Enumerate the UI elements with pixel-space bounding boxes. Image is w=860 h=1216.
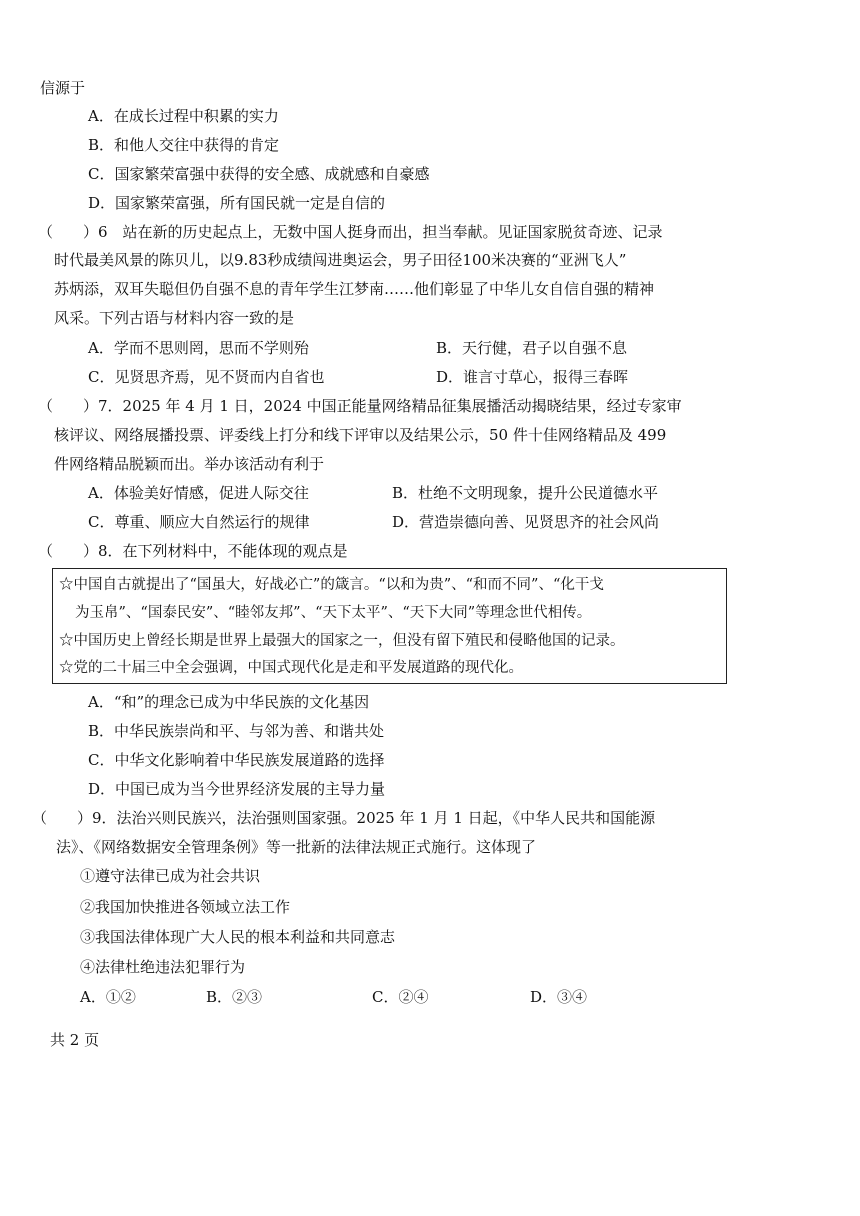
q6-option-a: A．学而不思则罔，思而不学则殆 xyxy=(88,339,309,357)
q6-line-2: 时代最美风景的陈贝儿，以9.83秒成绩闯进奥运会，男子田径100米决赛的“亚洲飞人” xyxy=(54,251,627,269)
q8-stem: （ ）8．在下列材料中，不能体现的观点是 xyxy=(38,542,348,560)
q8-option-b: B．中华民族崇尚和平、与邻为善、和谐共处 xyxy=(88,722,385,740)
q8-material-line-3: ☆中国历史上曾经长期是世界上最强大的国家之一，但没有留下殖民和侵略他国的记录。 xyxy=(59,633,625,649)
q9-line-1: （ ）9．法治兴则民族兴，法治强则国家强。2025 年 1 月 1 日起，《中华人民共和国能源 xyxy=(32,809,656,827)
q5-option-a: A．在成长过程中积累的实力 xyxy=(88,107,279,125)
q8-option-d: D．中国已成为当今世界经济发展的主导力量 xyxy=(88,780,386,798)
q9-option-a: A．①② xyxy=(80,988,136,1006)
q6-line-3: 苏炳添，双耳失聪但仍自强不息的青年学生江梦南……他们彰显了中华儿女自信自强的精神 xyxy=(54,280,655,298)
q8-material-box xyxy=(52,568,727,684)
q7-option-b: B．杜绝不文明现象，提升公民道德水平 xyxy=(392,484,659,502)
q9-option-c: C．②④ xyxy=(372,988,429,1006)
q7-option-d: D．营造崇德向善、见贤思齐的社会风尚 xyxy=(392,513,660,531)
q7-line-3: 件网络精品脱颖而出。举办该活动有利于 xyxy=(54,455,325,473)
q9-item-3: ③我国法律体现广大人民的根本利益和共同意志 xyxy=(80,928,396,946)
q9-option-d: D．③④ xyxy=(530,988,588,1006)
q7-option-c: C．尊重、顺应大自然运行的规律 xyxy=(88,513,310,531)
q6-line-4: 风采。下列古语与材料内容一致的是 xyxy=(54,309,295,327)
q7-option-a: A．体验美好情感，促进人际交往 xyxy=(88,484,309,502)
q8-material-line-2: 为玉帛”、“国泰民安”、“睦邻友邦”、“天下太平”、“天下大同”等理念世代相传。 xyxy=(75,605,592,621)
q9-item-1: ①遵守法律已成为社会共识 xyxy=(80,867,261,885)
q7-line-1: （ ）7．2025 年 4 月 1 日，2024 中国正能量网络精品征集展播活动揭晓结果，经过专家审 xyxy=(38,397,682,415)
q9-line-2: 法》、《网络数据安全管理条例》等一批新的法律法规正式施行。这体现了 xyxy=(56,838,537,856)
q6-line-1: （ ）6 站在新的历史起点上，无数中国人挺身而出，担当奉献。见证国家脱贫奇迹、记录 xyxy=(38,223,663,241)
q5-stem-tail: 信源于 xyxy=(40,79,86,97)
q8-material-line-4: ☆党的二十届三中全会强调，中国式现代化是走和平发展道路的现代化。 xyxy=(59,660,523,676)
q9-item-2: ②我国加快推进各领域立法工作 xyxy=(80,898,291,916)
q8-material-line-1: ☆中国自古就提出了“国虽大，好战必亡”的箴言。“以和为贵”、“和而不同”、“化干戈 xyxy=(59,577,604,593)
q6-option-d: D．谁言寸草心，报得三春晖 xyxy=(436,368,629,386)
q5-option-c: C．国家繁荣富强中获得的安全感、成就感和自豪感 xyxy=(88,165,430,183)
page-count-footer: 共 2 页 xyxy=(50,1031,100,1049)
q9-item-4: ④法律杜绝违法犯罪行为 xyxy=(80,958,246,976)
q8-option-c: C．中华文化影响着中华民族发展道路的选择 xyxy=(88,751,385,769)
q7-line-2: 核评议、网络展播投票、评委线上打分和线下评审以及结果公示，50 件十佳网络精品及 499 xyxy=(54,426,667,444)
q8-option-a: A．“和”的理念已成为中华民族的文化基因 xyxy=(88,693,370,711)
q5-option-b: B．和他人交往中获得的肯定 xyxy=(88,136,280,154)
q5-option-d: D．国家繁荣富强，所有国民就一定是自信的 xyxy=(88,194,386,212)
q6-option-c: C．见贤思齐焉，见不贤而内自省也 xyxy=(88,368,325,386)
q9-option-b: B．②③ xyxy=(206,988,263,1006)
q6-option-b: B．天行健，君子以自强不息 xyxy=(436,339,628,357)
